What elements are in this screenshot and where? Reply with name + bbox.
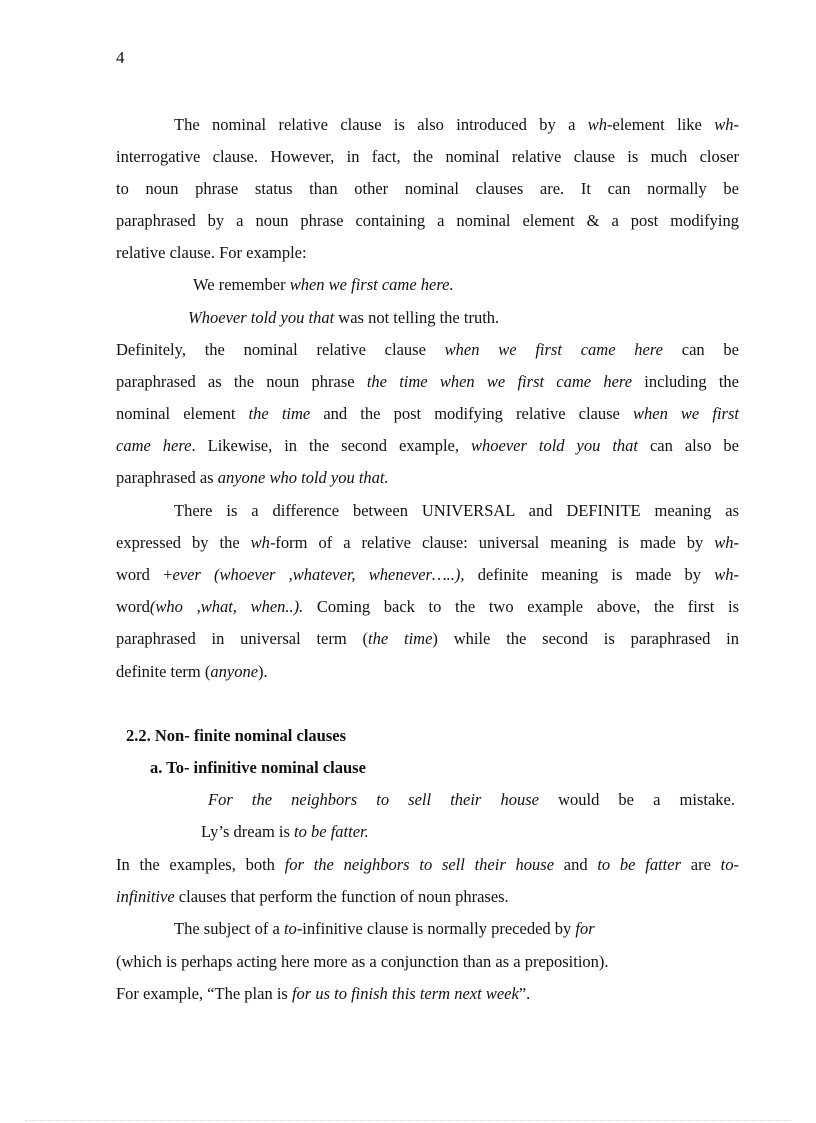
text-line: interrogative clause. However, in fact, the nominal relative clause is much closer xyxy=(116,147,739,166)
text-line: Definitely, the nominal relative clause when we first came here can be xyxy=(116,340,739,359)
text-line: paraphrased by a noun phrase containing a nominal element & a post modifying xyxy=(116,211,739,230)
text-line: paraphrased in universal term (the time) while the second is paraphrased in xyxy=(116,629,739,648)
example-sentence: We remember when we first came here. xyxy=(193,275,454,294)
text-line: relative clause. For example: xyxy=(116,243,307,262)
text-line: (which is perhaps acting here more as a conjunction than as a preposition). xyxy=(116,952,609,971)
text-line: word(who ,what, when..). Coming back to the two example above, the first is xyxy=(116,597,739,616)
subsection-heading: a. To- infinitive nominal clause xyxy=(150,758,366,777)
text-line: For example, “The plan is for us to finish this term next week”. xyxy=(116,984,531,1003)
text-line: There is a difference between UNIVERSAL and DEFINITE meaning as xyxy=(174,501,739,520)
text-line: paraphrased as the noun phrase the time when we first came here including the xyxy=(116,372,740,391)
section-heading: 2.2. Non- finite nominal clauses xyxy=(126,726,347,745)
text-line: definite term (anyone). xyxy=(116,662,268,681)
text-line: expressed by the wh-form of a relative clause: universal meaning is made by wh- xyxy=(116,533,739,552)
text-line: to noun phrase status than other nominal clauses are. It can normally be xyxy=(116,179,739,198)
text-line: infinitive clauses that perform the function of noun phrases. xyxy=(116,887,509,906)
text-line: word +ever (whoever ,whatever, whenever…..), definite meaning is made by wh- xyxy=(116,565,740,584)
page-number: 4 xyxy=(116,48,125,67)
text-line: The subject of a to-infinitive clause is normally preceded by for xyxy=(174,919,595,938)
text-line: came here. Likewise, in the second example, whoever told you that can also be xyxy=(116,436,739,455)
example-sentence: Ly’s dream is to be fatter. xyxy=(201,822,369,841)
example-sentence: For the neighbors to sell their house would be a mistake. xyxy=(208,790,735,809)
page-bottom-rule xyxy=(25,1120,791,1121)
text-line: The nominal relative clause is also introduced by a wh-element like wh- xyxy=(174,115,739,134)
text-line: In the examples, both for the neighbors to sell their house and to be fatter are to- xyxy=(116,855,740,874)
example-sentence: Whoever told you that was not telling the truth. xyxy=(188,308,500,327)
text-line: nominal element the time and the post modifying relative clause when we first xyxy=(116,404,739,423)
text-line: paraphrased as anyone who told you that. xyxy=(116,468,389,487)
